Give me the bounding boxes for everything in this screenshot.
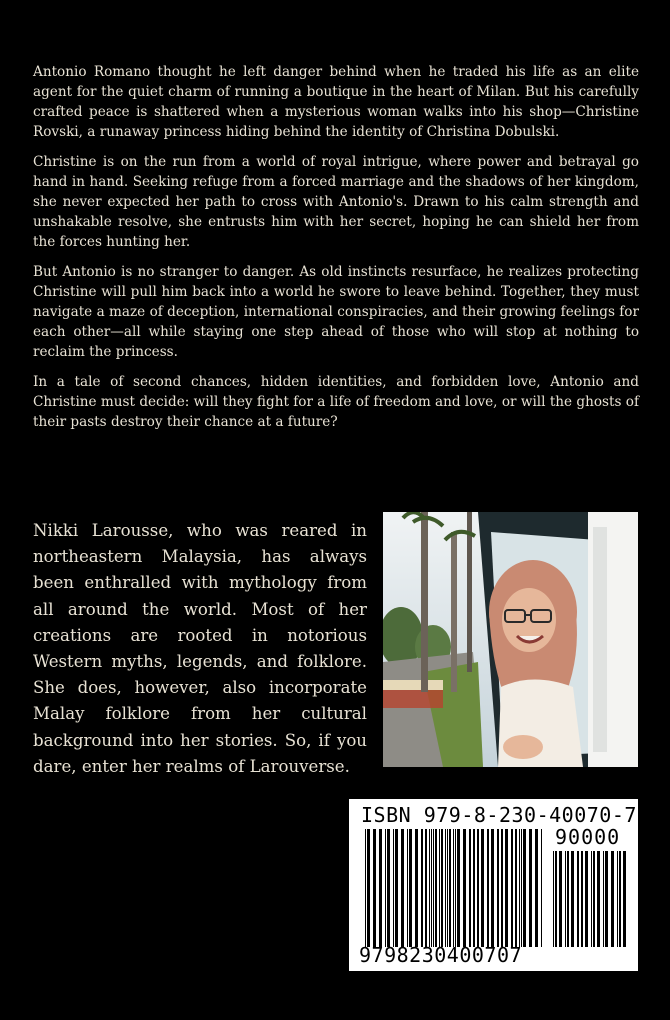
barcode-bar (401, 829, 404, 947)
barcode-bar (565, 851, 566, 947)
barcode-bar (431, 829, 432, 947)
blurb-paragraph: In a tale of second chances, hidden identities, and forbidden love, Antonio and Christine must decide: will they fight for a life of freedom and love, or will the ghosts of their pasts destroy their chance at a future? (33, 374, 640, 430)
barcode-bar (441, 829, 443, 947)
barcode-bar (541, 829, 542, 947)
barcode-bar (521, 829, 522, 947)
barcode-bar (395, 829, 398, 947)
author-photo (383, 512, 638, 767)
barcode-bar (559, 851, 562, 947)
barcode-bar (455, 829, 456, 947)
isbn-barcode (349, 799, 638, 971)
barcode-bar (555, 851, 557, 947)
barcode-bar (497, 829, 499, 947)
barcode-bar (585, 851, 588, 947)
barcode-bar (429, 829, 430, 947)
blurb-paragraph: But Antonio is no stranger to danger. As old instincts resurface, he realizes protecting Christine will pull him back into a world he swore to leave behind. Together, they must navigate a maze of deception, international conspiracies, and their growing feelings for each other—all while staying one step ahead of those who will stop at nothing to reclaim the princess. (33, 264, 639, 360)
back-cover-blurb (33, 62, 639, 442)
author-bio: Nikki Larousse, who was reared in northeastern Malaysia, has always been enthralled with mythology from all around the world. Most of her creations are rooted in notorious Western myths, legends, and folklore. She does, however, also incorporate Malay folklore from her cultural background into her stories. So, if you dare, enter her realms of Larouverse. (33, 521, 367, 776)
ean-bars (365, 829, 545, 947)
blurb-paragraph: Christine is on the run from a world of royal intrigue, where power and betrayal go hand in hand. Seeking refuge from a forced marriage and the shadows of her kingdom, she never expected her path to cross with Antonio's. Drawn to his calm strength and unshakable resolve, she entrusts him with her secret, hoping he can shield her from the forces hunting her. (33, 154, 639, 250)
barcode-bar (593, 851, 595, 947)
barcode-bar (453, 829, 454, 947)
barcode-bar (481, 829, 484, 947)
barcode-bar (617, 851, 618, 947)
barcode-bar (409, 829, 412, 947)
barcode-bar (611, 851, 614, 947)
barcode-bar (501, 829, 503, 947)
barcode-bar (597, 851, 600, 947)
barcode-bar (407, 829, 408, 947)
barcode-bar (519, 829, 520, 947)
barcode-bar (515, 829, 517, 947)
barcode-bar (463, 829, 466, 947)
barcode-bar (435, 829, 437, 947)
barcode-bar (605, 851, 608, 947)
barcode-bar (553, 851, 554, 947)
barcode-bar (577, 851, 579, 947)
barcode-bar (447, 829, 448, 947)
barcode-bar (529, 829, 532, 947)
barcode-bar (433, 829, 434, 947)
barcode-bar (469, 829, 471, 947)
barcode-bar (385, 829, 386, 947)
addon-bars (553, 851, 627, 947)
isbn-label: ISBN 979-8-230-40070-7 (361, 803, 637, 827)
barcode-bar (571, 851, 574, 947)
barcode-bar (523, 829, 526, 947)
barcode-bar (425, 829, 427, 947)
barcode-bar (387, 829, 390, 947)
barcode-bar (567, 851, 569, 947)
ean-digits: 9798230400707 (359, 943, 523, 967)
barcode-bar (477, 829, 479, 947)
barcode-bar (511, 829, 513, 947)
barcode-bar (535, 829, 538, 947)
barcode-bar (491, 829, 494, 947)
barcode-bar (365, 829, 366, 947)
barcode-bar (445, 829, 446, 947)
barcode-bar (379, 829, 382, 947)
price-code: 90000 (555, 825, 621, 849)
blurb-paragraph: Antonio Romano thought he left danger behind when he traded his life as an elite agent for the quiet charm of running a boutique in the heart of Milan. But his carefully crafted peace is shattered when a mysterious woman walks into his shop—Christine Rovski, a runaway princess hiding behind the identity of Christina Dobulski. (33, 64, 639, 140)
barcode-bar (591, 851, 592, 947)
barcode-bar (367, 829, 370, 947)
barcode-bar (581, 851, 583, 947)
barcode-bar (415, 829, 418, 947)
barcode-bar (487, 829, 489, 947)
barcode-bar (373, 829, 376, 947)
barcode-bar (421, 829, 423, 947)
barcode-bar (457, 829, 460, 947)
barcode-bar (449, 829, 451, 947)
barcode-bar (393, 829, 394, 947)
barcode-bar (603, 851, 604, 947)
barcode-bar (623, 851, 626, 947)
barcode-bar (439, 829, 440, 947)
barcode-bar (473, 829, 475, 947)
barcode-bar (619, 851, 621, 947)
barcode-bar (505, 829, 508, 947)
